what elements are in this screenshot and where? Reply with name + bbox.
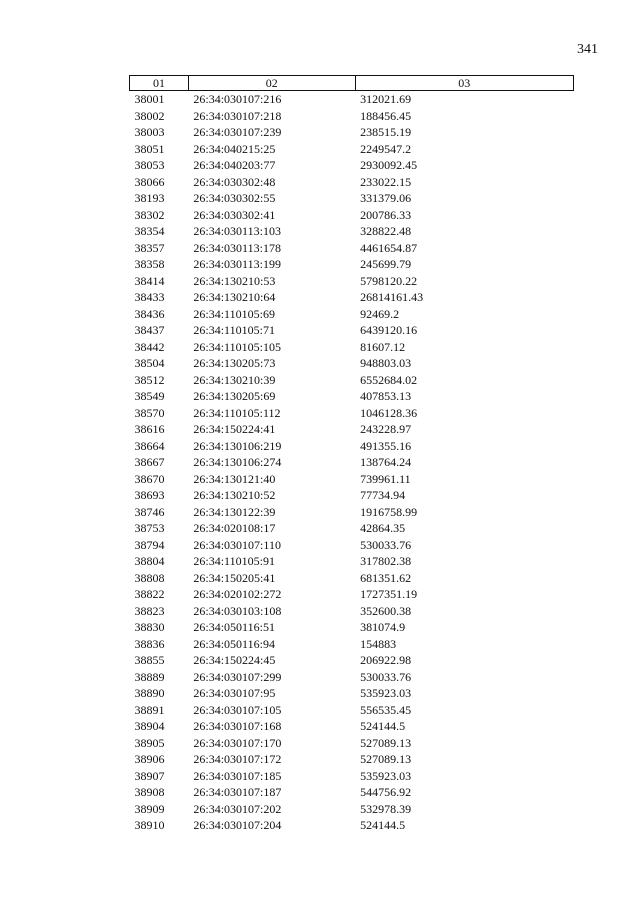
table-row (130, 388, 574, 405)
cell-value: 524144.5 (360, 818, 406, 832)
cell-value: 381074.9 (360, 620, 406, 634)
table-row (130, 768, 574, 785)
cell-value: 532978.39 (360, 801, 412, 816)
cell-number: 38753 (134, 521, 165, 535)
table-row (130, 504, 574, 521)
cell-number: 38890 (134, 686, 165, 700)
cell-cadastral-number: 26:34:030107:168 (193, 719, 282, 733)
table-row (130, 289, 574, 306)
cell-number: 38357 (134, 240, 165, 255)
cell-cadastral-number: 26:34:030302:41 (193, 207, 276, 222)
table-row (130, 603, 574, 620)
cell-value: 2930092.45 (360, 158, 418, 172)
cell-number: 38001 (134, 92, 165, 106)
table-row (130, 240, 574, 257)
cell-cadastral-number: 26:34:030113:199 (193, 257, 281, 271)
cell-number: 38822 (134, 587, 165, 601)
cell-number: 38891 (134, 702, 165, 717)
cell-number: 38570 (134, 405, 165, 420)
cell-value: 491355.16 (360, 438, 412, 453)
page-number: 341 (577, 42, 598, 57)
table-row (130, 421, 574, 438)
cell-cadastral-number: 26:34:130122:39 (193, 504, 276, 519)
cell-value: 42864.35 (360, 521, 406, 535)
cell-cadastral-number: 26:34:150224:45 (193, 653, 276, 667)
cell-number: 38794 (134, 537, 165, 552)
cell-cadastral-number: 26:34:130205:73 (193, 356, 276, 370)
table-row (130, 207, 574, 224)
table-row (130, 190, 574, 207)
cell-cadastral-number: 26:34:030107:204 (193, 818, 282, 832)
cell-number: 38804 (134, 554, 165, 568)
cell-cadastral-number: 26:34:110105:112 (193, 405, 281, 420)
cell-cadastral-number: 26:34:020102:272 (193, 587, 282, 601)
cell-cadastral-number: 26:34:110105:105 (193, 339, 281, 354)
table-row (130, 454, 574, 471)
cell-cadastral-number: 26:34:130121:40 (193, 471, 276, 486)
table-row (130, 553, 574, 570)
column-header-03: 03 (355, 76, 573, 91)
table-header-row (130, 76, 574, 91)
cell-value: 92469.2 (360, 306, 400, 321)
cell-number: 38436 (134, 306, 165, 321)
cell-number: 38889 (134, 669, 165, 684)
cell-number: 38904 (134, 719, 165, 733)
cell-value: 138764.24 (360, 455, 412, 469)
cell-value: 26814161.43 (360, 290, 424, 304)
cell-value: 188456.45 (360, 108, 412, 123)
table-row (130, 487, 574, 504)
cell-cadastral-number: 26:34:030107:299 (193, 669, 282, 684)
cell-cadastral-number: 26:34:030107:202 (193, 801, 282, 816)
table-row (130, 570, 574, 587)
cell-value: 535923.03 (360, 768, 412, 783)
cell-value: 1916758.99 (360, 504, 418, 519)
cell-cadastral-number: 26:34:030302:55 (193, 191, 276, 205)
table-row (130, 636, 574, 653)
cell-value: 681351.62 (360, 570, 412, 585)
table-row (130, 702, 574, 719)
cell-value: 530033.76 (360, 537, 412, 552)
cell-value: 5798120.22 (360, 273, 418, 288)
cell-number: 38836 (134, 636, 165, 651)
cell-value: 1046128.36 (360, 405, 418, 420)
cell-number: 38693 (134, 488, 165, 502)
cell-number: 38051 (134, 141, 165, 156)
cell-number: 38616 (134, 422, 165, 436)
table-row (130, 405, 574, 422)
cell-value: 206922.98 (360, 653, 412, 667)
cell-value: 81607.12 (360, 339, 406, 354)
cell-cadastral-number: 26:34:030107:216 (193, 92, 282, 106)
cell-cadastral-number: 26:34:030302:48 (193, 174, 276, 189)
cell-cadastral-number: 26:34:030107:172 (193, 752, 282, 766)
table-row (130, 306, 574, 323)
cell-value: 245699.79 (360, 257, 412, 271)
cell-number: 38905 (134, 735, 165, 750)
cell-value: 233022.15 (360, 174, 412, 189)
cell-cadastral-number: 26:34:150224:41 (193, 422, 276, 436)
cell-cadastral-number: 26:34:030107:95 (193, 686, 276, 700)
cell-cadastral-number: 26:34:040215:25 (193, 141, 276, 156)
table-row (130, 751, 574, 768)
table-row (130, 355, 574, 372)
cell-value: 331379.06 (360, 191, 412, 205)
table-row (130, 652, 574, 669)
cell-value: 312021.69 (360, 92, 412, 106)
table-row (130, 223, 574, 240)
cell-cadastral-number: 26:34:030107:185 (193, 768, 282, 783)
cell-cadastral-number: 26:34:050116:51 (193, 620, 275, 634)
table-row (130, 619, 574, 636)
table-row (130, 685, 574, 702)
table-body (130, 91, 574, 834)
cell-number: 38053 (134, 158, 165, 172)
cell-value: 352600.38 (360, 603, 412, 618)
table-row (130, 322, 574, 339)
cell-cadastral-number: 26:34:130106:274 (193, 455, 282, 469)
cell-cadastral-number: 26:34:030107:110 (193, 537, 281, 552)
cell-value: 2249547.2 (360, 141, 412, 156)
table-row (130, 438, 574, 455)
cell-value: 4461654.87 (360, 240, 418, 255)
cell-number: 38549 (134, 389, 165, 403)
cell-number: 38002 (134, 108, 165, 123)
cell-number: 38433 (134, 290, 165, 304)
table-row (130, 669, 574, 686)
table-row (130, 520, 574, 537)
cell-value: 6439120.16 (360, 323, 418, 337)
column-header-01: 01 (130, 76, 189, 91)
cell-value: 6552684.02 (360, 372, 418, 387)
cell-value: 77734.94 (360, 488, 406, 502)
cell-number: 38193 (134, 191, 165, 205)
cell-cadastral-number: 26:34:130106:219 (193, 438, 282, 453)
cell-cadastral-number: 26:34:030107:239 (193, 125, 282, 139)
cell-number: 38909 (134, 801, 165, 816)
cell-cadastral-number: 26:34:030107:218 (193, 108, 282, 123)
cell-cadastral-number: 26:34:130210:64 (193, 290, 276, 304)
cell-number: 38830 (134, 620, 165, 634)
cell-number: 38512 (134, 372, 165, 387)
cell-number: 38442 (134, 339, 165, 354)
cell-value: 544756.92 (360, 785, 412, 799)
cell-value: 238515.19 (360, 125, 412, 139)
cell-cadastral-number: 26:34:110105:71 (193, 323, 275, 337)
table-row (130, 273, 574, 290)
cell-value: 527089.13 (360, 752, 412, 766)
cell-number: 38358 (134, 257, 165, 271)
column-header-02: 02 (188, 76, 355, 91)
table-row (130, 801, 574, 818)
cell-number: 38910 (134, 818, 165, 832)
cell-value: 243228.97 (360, 422, 412, 436)
cell-cadastral-number: 26:34:110105:69 (193, 306, 275, 321)
cell-number: 38504 (134, 356, 165, 370)
cell-value: 530033.76 (360, 669, 412, 684)
table-row (130, 339, 574, 356)
cell-number: 38908 (134, 785, 165, 799)
table-row (130, 141, 574, 158)
cell-cadastral-number: 26:34:030107:105 (193, 702, 282, 717)
table-row (130, 718, 574, 735)
table-row (130, 372, 574, 389)
table-row (130, 174, 574, 191)
cell-number: 38855 (134, 653, 165, 667)
cell-cadastral-number: 26:34:050116:94 (193, 636, 275, 651)
table-row (130, 256, 574, 273)
cell-number: 38670 (134, 471, 165, 486)
cell-value: 527089.13 (360, 735, 412, 750)
table-row (130, 817, 574, 834)
cell-value: 200786.33 (360, 207, 412, 222)
cell-number: 38667 (134, 455, 165, 469)
table-row (130, 91, 574, 108)
cell-cadastral-number: 26:34:020108:17 (193, 521, 276, 535)
cell-number: 38808 (134, 570, 165, 585)
cell-number: 38354 (134, 224, 165, 238)
cell-value: 154883 (360, 636, 397, 651)
cell-number: 38302 (134, 207, 165, 222)
cell-value: 535923.03 (360, 686, 412, 700)
cell-value: 948803.03 (360, 356, 412, 370)
cell-cadastral-number: 26:34:130205:69 (193, 389, 276, 403)
cell-number: 38664 (134, 438, 165, 453)
data-table (129, 75, 574, 834)
table-row (130, 471, 574, 488)
cell-cadastral-number: 26:34:130210:39 (193, 372, 276, 387)
table-row (130, 157, 574, 174)
cell-cadastral-number: 26:34:130210:52 (193, 488, 276, 502)
table-row (130, 735, 574, 752)
cell-number: 38746 (134, 504, 165, 519)
cell-cadastral-number: 26:34:110105:91 (193, 554, 275, 568)
cell-cadastral-number: 26:34:150205:41 (193, 570, 276, 585)
cell-value: 1727351.19 (360, 587, 418, 601)
cell-value: 328822.48 (360, 224, 412, 238)
cell-number: 38003 (134, 125, 165, 139)
cell-cadastral-number: 26:34:030113:103 (193, 224, 281, 238)
cell-number: 38907 (134, 768, 165, 783)
cell-cadastral-number: 26:34:030103:108 (193, 603, 282, 618)
table-row (130, 586, 574, 603)
cell-number: 38414 (134, 273, 165, 288)
cell-cadastral-number: 26:34:130210:53 (193, 273, 276, 288)
cell-value: 317802.38 (360, 554, 412, 568)
cell-number: 38823 (134, 603, 165, 618)
table-row (130, 537, 574, 554)
cell-cadastral-number: 26:34:030107:187 (193, 785, 282, 799)
cell-value: 739961.11 (360, 471, 411, 486)
cell-number: 38437 (134, 323, 165, 337)
cell-number: 38066 (134, 174, 165, 189)
cell-value: 556535.45 (360, 702, 412, 717)
cell-value: 524144.5 (360, 719, 406, 733)
cell-value: 407853.13 (360, 389, 412, 403)
table-row (130, 108, 574, 125)
cell-cadastral-number: 26:34:030113:178 (193, 240, 281, 255)
cell-cadastral-number: 26:34:030107:170 (193, 735, 282, 750)
cell-cadastral-number: 26:34:040203:77 (193, 158, 276, 172)
table-row (130, 124, 574, 141)
table-row (130, 784, 574, 801)
cell-number: 38906 (134, 752, 165, 766)
